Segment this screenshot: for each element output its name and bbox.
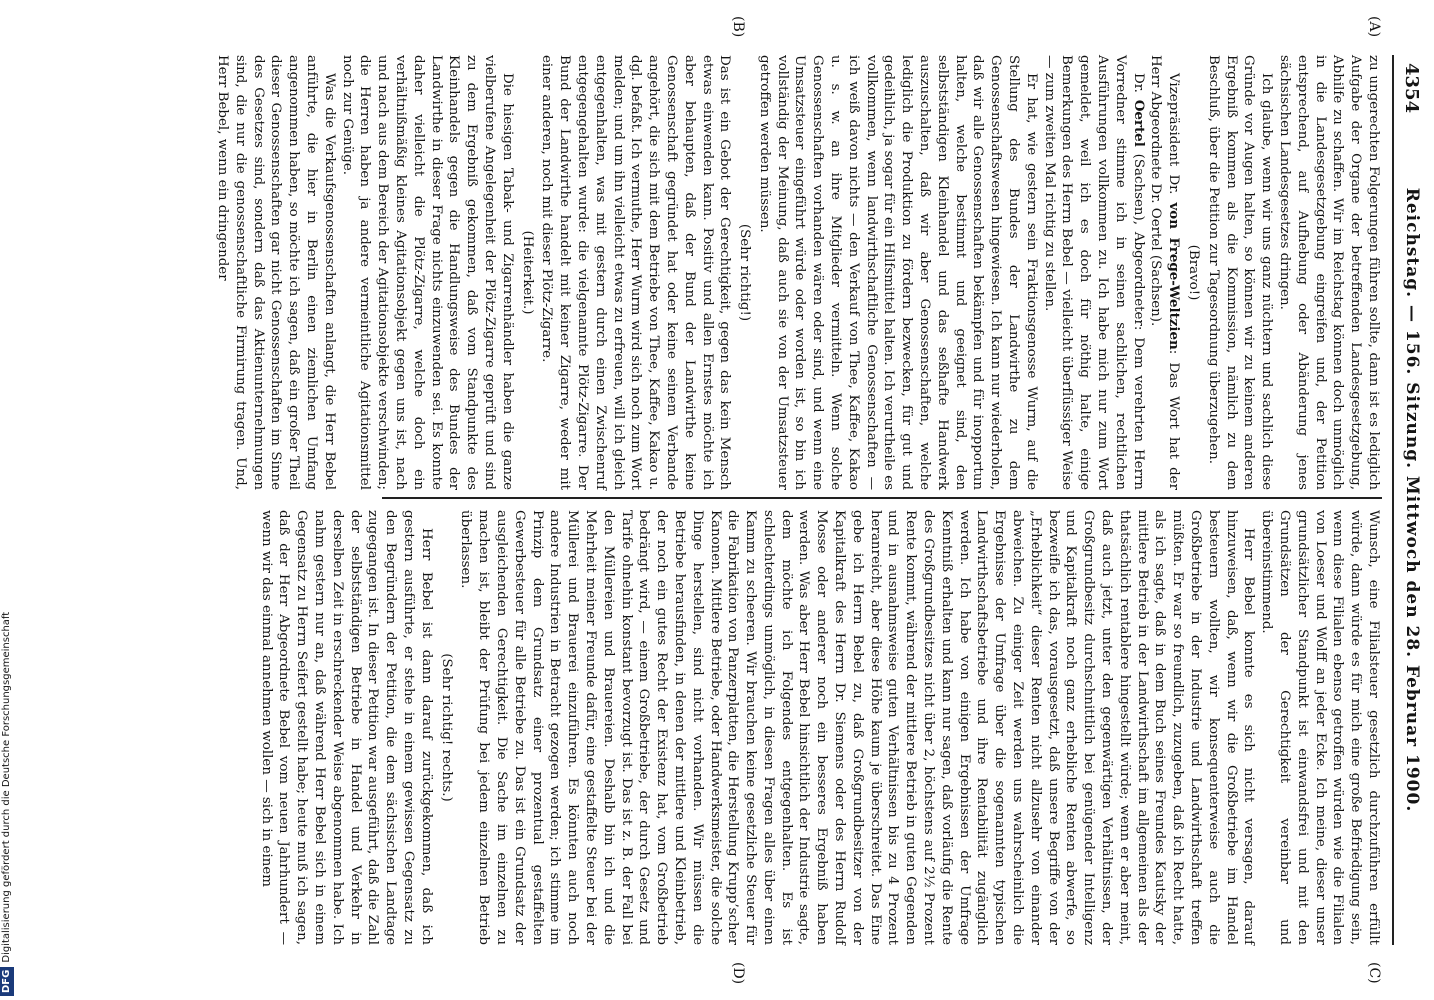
speaker-role: Dr. <box>1130 73 1146 100</box>
page-title: Reichstag. — 156. Sitzung. Mittwoch den 28. Februar 1900. <box>1402 187 1422 813</box>
interjection: (Sehr richtig! rechts.) <box>438 653 454 802</box>
speaker-paragraph <box>1147 55 1183 490</box>
dfg-logo-icon: DFG <box>0 967 14 996</box>
paragraph: Was die Verkaufsgenossenschaften anlangt, die Herr Bebel anführte, die hier in Berlin einen ziemlichen Umfang angenommen haben, so möchte ich sagen, daß ein großer Theil dieser Genossenschaften gar nicht Genossenschaften im Sinne des Gesetzes sind, sondern daß das Aktienunternehmungen sind, die nur die genossenschaftliche Firmirung tragen. Und, Herr Bebel, wenn ein dringender <box>215 55 337 490</box>
digitisation-note <box>0 0 14 1000</box>
margin-mark-b: (B) <box>730 16 746 38</box>
paragraph: Das ist ein Gebot der Gerechtigkeit, gegen das kein Mensch etwas einwenden kann. Positiv und allen Ernstes möchte ich aber behaupten, daß der Bund der Landwirthe keine Genossenschaft gegründet hat oder keine seinem Verbande angehört, die sich mit dem Betriebe von Thee, Kaffee, Kakao u. dgl. befaßt. Ich vermuthe, Herr Wurm wird sich noch zum Wort melden; und um ihn vielleicht etwas zu erfreuen, will ich gleich entgegenhalten, was mit gestern durch einen Zwischenruf entgegengehalten wurde: die vielgenannte Plötz-Zigarre. Der Bund der Landwirthe handelt mit keiner Zigarre, weder mit einer anderen, noch mit dieser Plötz-Zigarre. <box>539 55 733 490</box>
page-number: 4354 <box>1401 63 1422 114</box>
interjection: (Heiterkeit.) <box>519 230 535 315</box>
margin-mark-c: (C) <box>1366 962 1382 984</box>
speaker-text: (Sachsen), Abgeordneter: Dem verehrten Herrn Vorredner stimme ich in seinen sachlichen, rechtlichen Ausführungen vollkommen zu. Ich habe mich nur zum Wort gemeldet, weil ich es doch für nöthig halte, einige Bemerkungen des Herrn Bebel — vielleicht überflüssiger Weise — zum zweiten Mal richtig zu stellen. <box>1041 55 1146 490</box>
speaker-paragraph <box>1040 55 1147 490</box>
page-header <box>1396 55 1426 945</box>
left-column <box>215 55 1382 490</box>
margin-mark-d: (D) <box>730 962 746 985</box>
interjection: (Bravo!) <box>1186 244 1202 301</box>
right-column <box>258 510 1382 945</box>
interjection: (Sehr richtig!) <box>737 223 753 322</box>
paragraph: zu ungerechten Folgerungen führen sollte, dann ist es lediglich Aufgabe der Organe der betreffenden Landesgesetzgebung, Abhilfe zu schaffen. Wir im Reichstag können doch unmöglich in die Landesgesetzgebung eingreifen und, der Petition entsprechend, auf Aufhebung oder Abänderung jenes sächsischen Landesgesetzes dringen. <box>1277 55 1381 490</box>
speaker-name: Oertel <box>1130 99 1147 147</box>
speaker-name: von Frege-Weltzien <box>1166 202 1183 350</box>
digitisation-text: Digitalisierung gefördert durch die Deutsche Forschungsgemeinschaft <box>1 611 12 963</box>
paragraph: Die hiesigen Tabak- und Zigarrenhändler haben die ganze vielberufene Angelegenheit der Plötz-Zigarre geprüft und sind zu dem Ergebniß gekommen, daß vom Standpunkte des Kleinhandels gegen die Handlungsweise des Bundes der Landwirthe in dieser Frage nichts einzuwenden sei. Es konnte daher vielleicht die Plötz-Zigarre, welche doch ein verhältnißmäßig kleines Agitationsobjekt gegen uns ist, nach und nach aus dem Bereich der Agitationsobjekte verschwinden; die Herren haben ja andere vermeintliche Agitationsmittel noch zur Genüge. <box>339 55 515 490</box>
paragraph: Ich glaube, wenn wir uns ganz nüchtern und sachlich diese Gründe vor Augen halten, so können wir zu keinem anderen Ergebniß kommen als die Kommission, nämlich zu dem Beschluß, über die Petition zur Tagesordnung überzugehen. <box>1205 55 1275 490</box>
paragraph: Herr Bebel konnte es sich nicht versagen, darauf hinzuweisen, daß, wenn wir die Großbetriebe im Handel besteuern wollten, wir konsequenterweise auch die Großbetriebe in der Industrie und Landwirthschaft treffen müßten. Er war so freundlich, zuzugeben, daß ich Recht hatte, als ich sagte, daß in dem Buch seines Freundes Kautsky der mittlere Betrieb in der Landwirthschaft im allgemeinen als der thatsächlich rentablere hingestellt würde; wenn er aber meint, daß auch jetzt, unter den gegenwärtigen Verhältnissen, der Großgrundbesitz durchschnittlich bei genügender Intelligenz und Kapitalkraft noch ganz erhebliche Renten abwerfe, so bezweifle ich das, vorausgesetzt, daß unsere Begriffe von der „Erheblichkeit“ dieser Renten nicht allzusehr von einander abweichen. Zu einiger Zeit werden uns wahrscheinlich die Ergebnisse der Umfrage über die sogenannten typischen Landwirthschaftsbetriebe und ihre Rentabilität zugänglich werden. Ich habe von einigen Ergebnissen der Umfrage Kenntniß erhalten und kann nur sagen, daß vorläufig die Rente des Großgrundbesitzes nicht über 2, höchstens auf 2½ Prozent Rente kommt, während der mittlere Betrieb in guten Gegenden und in ausnahmsweise guten Verhältnissen bis zu 4 Prozent heranreicht, aber diese Höhe kaum je überschreitet. Das Eine gebe ich Herrn Bebel zu, daß Großgrundbesitzer von der Kapitalkraft des Herrn Dr. Siemens oder des Herrn Rudolf Mosse oder anderer noch ein besseres Ergebniß haben werden. Was aber Herr Bebel hinsichtlich der Industrie sagte, dem möchte ich Folgendes entgegenhalten. Es ist schlechterdings unmöglich, in diesen Fragen alles über einen Kamm zu scheeren. Wir brauchen keine gesetzliche Steuer für die Fabrikation von Panzerplatten, die Herstellung Krupp’scher Kanonen. Mittlere Betriebe, oder Handwerksmeister, die solche Dinge herstellen, sind nicht vorhanden. Wir müssen die Betriebe herausfinden, in denen der mittlere und Kleinbetrieb, der noch ein gutes Recht der Existenz hat, vom Großbetrieb bedrängt wird, — einem Großbetriebe, der durch Gesetz und Tarife ohnehin konstant bevorzugt ist. Das ist z. B. der Fall bei den Müllereien und Brauereien. Deshalb bin ich und die Mehrheit meiner Freunde dafür, eine gestaffelte Steuer bei der Müllerei und Brauerei einzuführen. Es könnten auch noch andere Industrien in Betracht gezogen werden; ich stimme im Prinzip dem Grundsatz einer prozentual gestaffelten Gewerbesteuer für alle Betriebe zu. Das ist ein Grundsatz der ausgleichenden Gerechtigkeit. Die Sache im einzelnen zu machen ist, bleibt der Prüfung bei jedem einzelnen Betrieb überlassen. <box>458 510 1257 945</box>
paragraph: Wunsch, eine Filialsteuer gesetzlich durchzuführen erfüllt würde, dann würde es für mich eine große Befriedigung sein, wenn diese Filialen ebenso getroffen würden wie die Filialen von Loeser und Wolff an jeder Ecke. Ich meine, dieser unser grundsätzlicher Standpunkt ist einwandsfrei und mit den Grundsätzen der Gerechtigkeit vereinbar und übereinstimmend. <box>1259 510 1381 945</box>
header-rule <box>1392 55 1394 945</box>
paragraph: Herr Bebel ist dann darauf zurückgekommen, daß ich gestern ausführte, er stehe in einem gewissen Gegensatz zu den Begründern der Petition, die dem sächsischen Landtage zugegangen ist. In dieser Petition war ausgeführt, daß die Zahl der selbstständigen Betriebe in Handel und Verkehr in derselben Zeit in erschreckender Weise abgenommen habe. Ich nahm gestern nur an, daß während Herr Bebel sich in einem Gegensatz zu Herrn Seifert gestellt habe; heute muß ich sagen, daß der Herr Abgeordnete Bebel vom neuen Jahrhundert — wenn wir das einmal annehmen wollen — sich in einem <box>258 510 434 945</box>
speaker-role: Vizepräsident Dr. <box>1166 73 1182 203</box>
speaker-text: : Das Wort hat der Herr Abgeordnete Dr. Oertel (Sachsen). <box>1148 55 1182 490</box>
margin-mark-a: (A) <box>1366 16 1382 38</box>
column-divider <box>382 497 1382 499</box>
paragraph: Er hat, wie gestern sein Fraktionsgenosse Wurm, auf die Stellung des Bundes der Landwirthe zu dem Genossenschaftswesen hingewiesen. Ich kann nur wiederholen, daß wir alle Genossenschaften bekämpfen und für inopportun halten, welche bestimmt und geeignet sind, den selbstständigen Kleinhandel und das seßhafte Handwerk auszuschalten, daß wir aber Genossenschaften, welche lediglich die Produktion zu fördern bezwecken, für gut und gedeihlich, ja sogar für ein Hilfsmittel halten. Ich verurtheile es vollkommen, wenn landwirthschaftliche Genossenschaften — ich weiß davon nichts — den Verkauf von Thee, Kaffee, Kakao u. s. w. an ihre Mitglieder vermitteln. Wenn solche Genossenschaften vorhanden wären oder sind, und wenn eine Umsatzsteuer eingeführt würde oder worden ist, so bin ich vollständig der Meinung, daß auch sie von der Umsatzsteuer getroffen werden müssen. <box>756 55 1039 490</box>
